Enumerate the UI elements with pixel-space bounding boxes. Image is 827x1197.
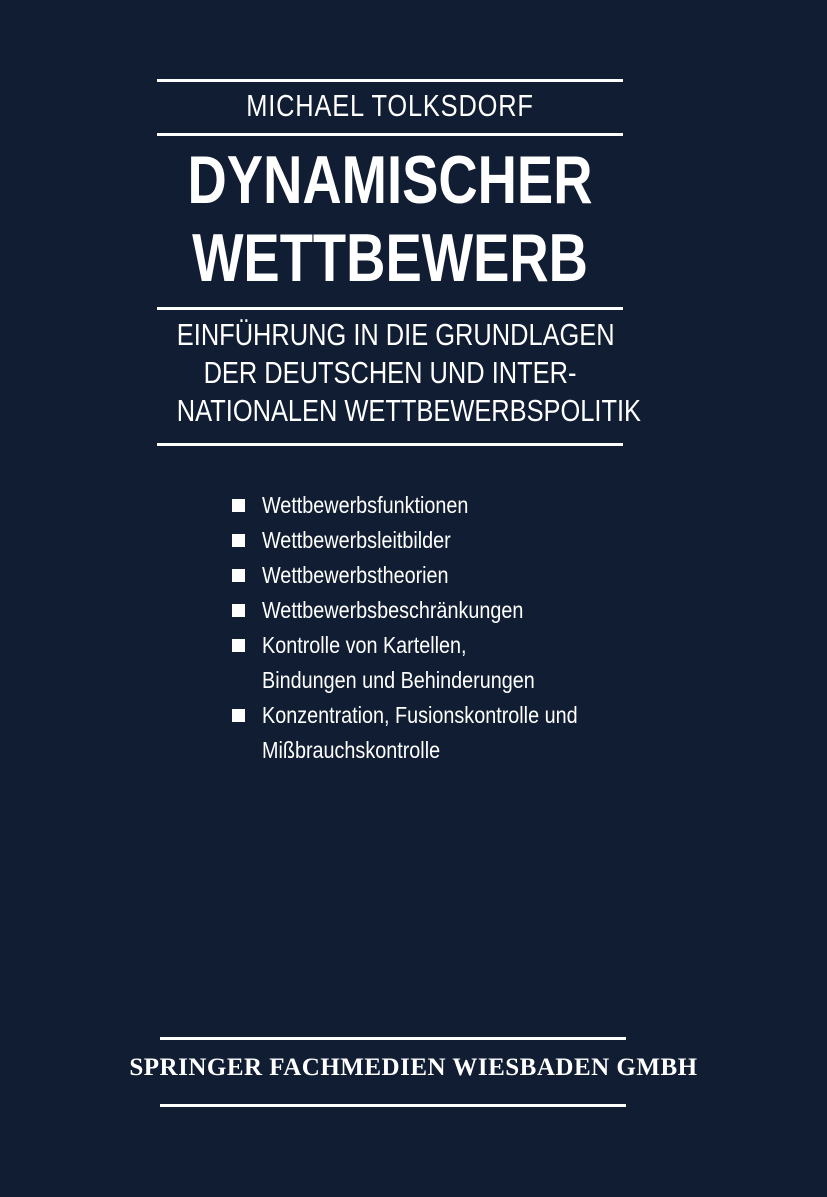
subtitle-line-1: EINFÜHRUNG IN DIE GRUNDLAGEN [176, 317, 615, 352]
square-bullet-icon [232, 534, 245, 547]
top-rule-3 [157, 307, 623, 310]
author-name: MICHAEL TOLKSDORF [246, 88, 534, 123]
list-item-text-continued: Bindungen und Behinderungen [262, 667, 535, 693]
list-item [232, 593, 652, 628]
list-item [232, 488, 652, 523]
book-title [174, 141, 606, 297]
list-item-text: Wettbewerbsfunktionen [262, 492, 469, 518]
list-item [232, 698, 652, 768]
square-bullet-icon [232, 639, 245, 652]
list-item-text: Konzentration, Fusionskontrolle und [262, 702, 578, 728]
book-subtitle [176, 316, 642, 430]
list-item [232, 523, 652, 558]
top-rule-1 [157, 79, 623, 82]
list-item [232, 628, 652, 698]
top-rule-2 [157, 133, 623, 136]
list-item-text: Wettbewerbsbeschränkungen [262, 597, 524, 623]
list-item-text-continued: Mißbrauchskontrolle [262, 737, 441, 763]
square-bullet-icon [232, 604, 245, 617]
publisher-name: SPRINGER FACHMEDIEN WIESBADEN GMBH [129, 1054, 698, 1081]
topic-list [232, 488, 652, 768]
bottom-rule-1 [160, 1037, 626, 1040]
subtitle-line-3: NATIONALEN WETTBEWERBSPOLITIK [176, 393, 642, 428]
top-rule-4 [157, 443, 623, 446]
list-item-text: Wettbewerbstheorien [262, 562, 449, 588]
square-bullet-icon [232, 569, 245, 582]
title-line-1: DYNAMISCHER [187, 142, 593, 218]
square-bullet-icon [232, 499, 245, 512]
list-item-text: Wettbewerbsleitbilder [262, 527, 451, 553]
list-item [232, 558, 652, 593]
square-bullet-icon [232, 709, 245, 722]
bottom-rule-2 [160, 1104, 626, 1107]
title-line-2: WETTBEWERB [192, 220, 588, 296]
subtitle-line-2: DER DEUTSCHEN UND INTER- [203, 355, 577, 390]
list-item-text: Kontrolle von Kartellen, [262, 632, 467, 658]
